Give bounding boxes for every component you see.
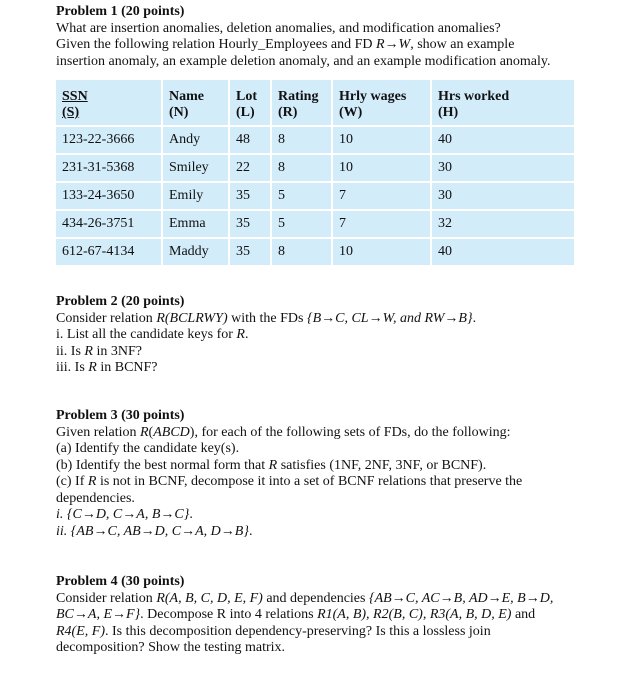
table-cell: Andy (162, 126, 229, 154)
fd-text: R→W (376, 37, 411, 52)
table-cell: 7 (332, 182, 431, 210)
table-cell: 10 (332, 154, 431, 182)
table-row (56, 126, 574, 154)
header-hrs-worked (431, 80, 574, 126)
table-cell: 7 (332, 210, 431, 238)
relation-text: R (268, 457, 278, 473)
header-name (162, 80, 229, 126)
table-cell: 8 (271, 126, 332, 154)
table-cell: 10 (332, 126, 431, 154)
table-cell: 30 (431, 182, 574, 210)
problem-4-line-3 (56, 624, 616, 641)
table-row (56, 238, 574, 265)
problem-3-line-1 (56, 425, 616, 442)
problem-3 (56, 408, 616, 540)
table-cell: Maddy (162, 238, 229, 265)
header-text: Rating (278, 89, 319, 104)
table-cell: 35 (229, 210, 271, 238)
header-text: Hrs worked (438, 89, 510, 104)
fd-set-text: {B→C, CL→W, and RW→B} (306, 310, 473, 326)
table-cell: 10 (332, 238, 431, 265)
text-segment: i. List all the candidate keys for (56, 327, 237, 342)
problem-4-line-4: decomposition? Show the testing matrix. (56, 640, 286, 655)
text-segment: iii. Is (56, 360, 89, 375)
text-segment: satisfies (1NF, 2NF, 3NF, or BCNF). (277, 457, 487, 473)
text-segment: with the FDs (227, 310, 307, 326)
text-segment: in BCNF? (96, 360, 158, 375)
header-text: (N) (169, 105, 189, 120)
header-lot (229, 80, 271, 126)
text-segment: ( (148, 424, 154, 440)
problem-3-line-6 (56, 507, 616, 524)
text-segment: (b) Identify the best normal form that (56, 457, 269, 473)
table-cell: 32 (431, 210, 574, 238)
relation-text: R (84, 343, 93, 359)
table-cell: 5 (271, 182, 332, 210)
problem-4-title: Problem 4 (30 points) (56, 574, 185, 589)
problem-1-line-3: insertion anomaly, an example deletion anomaly, and an example modification anomaly. (56, 53, 551, 69)
header-text: SSN (62, 89, 88, 104)
table-cell: 35 (229, 182, 271, 210)
problem-4 (56, 574, 616, 657)
table-cell: 8 (271, 238, 332, 265)
problem-3-line-5: dependencies. (56, 490, 135, 506)
text-segment: ii. Is (56, 343, 85, 359)
relation-text: R (139, 424, 149, 440)
table-cell: 8 (271, 154, 332, 182)
table-cell: 22 (229, 154, 271, 182)
relation-text: R1(A, B), R2(B, C), R3(A, B, D, E) (317, 607, 512, 622)
relation-text: R (87, 474, 97, 489)
problem-4-line-1 (56, 591, 616, 608)
problem-1-line-1: What are insertion anomalies, deletion anomalies, and modification anomalies? (56, 20, 501, 36)
table-cell: 40 (431, 238, 574, 265)
text-segment: Given the following relation Hourly_Employees and FD (56, 37, 376, 52)
table-cell: 30 (431, 154, 574, 182)
problem-2-line-3 (56, 344, 616, 361)
header-rating (271, 80, 332, 126)
table-cell: Emily (162, 182, 229, 210)
header-text: (W) (339, 105, 363, 120)
relation-text: R (88, 360, 97, 375)
text-segment: . (244, 327, 249, 342)
problem-1-line-2 (56, 37, 616, 54)
problem-3-line-3 (56, 458, 616, 475)
header-text: Lot (236, 89, 257, 104)
fd-set-text: ii. {AB→C, AB→D, C→A, D→B} (56, 523, 249, 539)
text-segment: and (511, 607, 536, 622)
problem-1-title: Problem 1 (20 points) (56, 4, 185, 19)
table-header-row (56, 80, 574, 126)
fd-set-text: {AB→C, AC→B, AD→E, B→D, (368, 590, 554, 606)
table-row (56, 182, 574, 210)
text-segment: ), for each of the following sets of FDs, do the following: (189, 424, 511, 440)
table-cell: Smiley (162, 154, 229, 182)
problem-3-line-2: (a) Identify the candidate key(s). (56, 441, 240, 456)
text-segment: Consider relation (56, 310, 157, 326)
fd-set-text: BC→A, E→F} (56, 607, 141, 622)
text-segment: Given relation (56, 424, 140, 440)
header-text: (S) (62, 105, 80, 120)
table-cell: 133-24-3650 (62, 188, 135, 203)
text-segment: Consider relation (56, 590, 157, 606)
problem-3-line-4 (56, 474, 616, 491)
table-cell: 434-26-3751 (62, 216, 135, 231)
problem-3-line-7 (56, 524, 616, 541)
text-segment: . Decompose R into 4 relations (140, 607, 318, 622)
problem-1 (56, 4, 616, 70)
text-segment: in 3NF? (92, 343, 142, 359)
problem-3-title: Problem 3 (30 points) (56, 408, 185, 423)
text-segment: . Is this decomposition dependency-preserving? Is this a lossless join (104, 623, 491, 639)
table-cell: 123-22-3666 (62, 132, 135, 147)
text-segment: . (189, 507, 193, 522)
hourly-employees-table (56, 80, 574, 265)
problem-2-title: Problem 2 (20 points) (56, 294, 185, 309)
text-segment: (c) If (56, 474, 88, 489)
attributes-text: ABCD (153, 424, 190, 440)
text-segment: . (248, 523, 253, 539)
header-text: (L) (236, 105, 255, 120)
text-segment: is not in BCNF, decompose it into a set of BCNF relations that preserve the (96, 474, 523, 489)
header-text: (H) (438, 105, 459, 120)
relation-text: R(A, B, C, D, E, F) (156, 590, 263, 606)
table-cell: Emma (162, 210, 229, 238)
table-cell: 48 (229, 126, 271, 154)
table-cell: 40 (431, 126, 574, 154)
problem-2-line-2 (56, 327, 616, 344)
table-row (56, 154, 574, 182)
relation-text: R4(E, F) (56, 623, 105, 639)
table-row (56, 210, 574, 238)
header-ssn (56, 80, 162, 126)
relation-text: R(BCLRWY) (156, 310, 228, 326)
problem-4-line-2 (56, 607, 616, 624)
header-text: (R) (278, 105, 298, 120)
problem-2-line-1 (56, 311, 616, 328)
relation-text: R (236, 327, 245, 342)
header-text: Hrly wages (339, 89, 407, 104)
text-segment: , show an example (410, 37, 515, 52)
table-cell: 612-67-4134 (62, 244, 135, 259)
header-text: Name (169, 89, 204, 104)
problem-2-line-4 (56, 360, 616, 377)
text-segment: and dependencies (262, 590, 369, 606)
table-cell: 231-31-5368 (62, 160, 135, 175)
problem-2 (56, 294, 616, 377)
header-hrly-wages (332, 80, 431, 126)
text-segment: . (472, 310, 477, 326)
table-cell: 35 (229, 238, 271, 265)
fd-set-text: i. {C→D, C→A, B→C} (56, 507, 190, 522)
table-cell: 5 (271, 210, 332, 238)
